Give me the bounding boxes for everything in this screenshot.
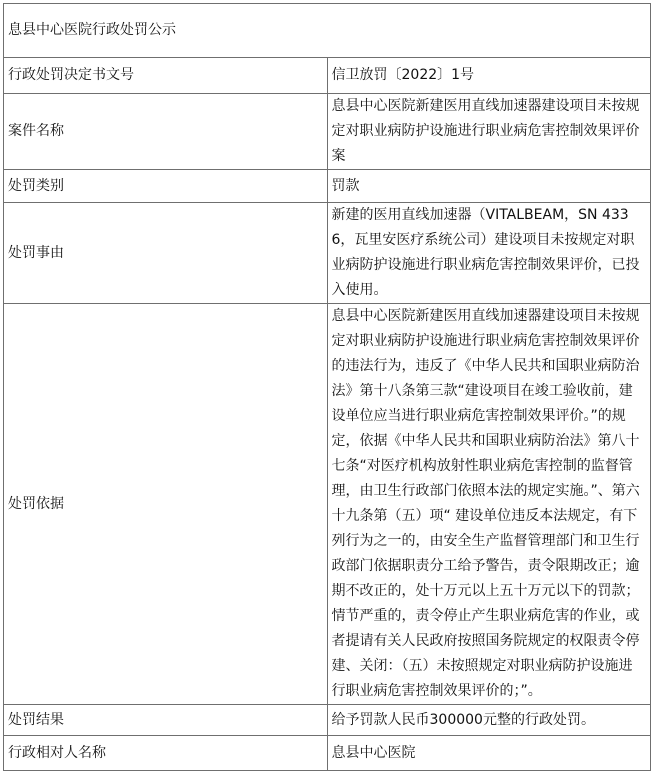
value-penalty-basis: 息县中心医院新建医用直线加速器建设项目未按规定对职业病防护设施进行职业病危害控制效果评价的违法行为，违反了《中华人民共和国职业病防治法》第十八条第三款“建设项目在竣工验收前，建设单位应当进行职业病危害控制效果评价。”的规定，依据《中华人民共和国职业病防治法》第八十七条“对医疗机构放射性职业病危害控制的监督管理，由卫生行政部门依照本法的规定实施。”、第六十九条第（五）项“ 建设单位违反本法规定，有下列行为之一的，由安全生产监督管理部门和卫生行政部门依据职责分工给予警告，责令限期改正；逾期不改正的，处十万元以上五十万元以下的罚款；情节严重的，责令停止产生职业病危害的作业，或者提请有关人民政府按照国务院规定的权限责令停建、关闭：（五）未按照规定对职业病防护设施进行职业病危害控制效果评价的；”。: [327, 304, 651, 705]
label-penalty-reason: 处罚事由: [4, 203, 328, 304]
table-row-penalty-result: [4, 705, 651, 736]
label-counterparty: 行政相对人名称: [4, 736, 328, 771]
value-case-name: 息县中心医院新建医用直线加速器建设项目未按规定对职业病防护设施进行职业病危害控制效果评价案: [327, 94, 651, 170]
label-case-name: 案件名称: [4, 94, 328, 170]
value-counterparty: 息县中心医院: [327, 736, 651, 771]
table-row-counterparty: [4, 736, 651, 771]
value-penalty-type: 罚款: [327, 170, 651, 203]
table-row-case-name: [4, 94, 651, 170]
table-row-penalty-type: [4, 170, 651, 203]
label-decision-number: 行政处罚决定书文号: [4, 58, 328, 94]
table-row-penalty-basis: [4, 304, 651, 705]
penalty-notice-table: [3, 3, 651, 771]
label-penalty-basis: 处罚依据: [4, 304, 328, 705]
title-row: [4, 4, 651, 58]
notice-title: 息县中心医院行政处罚公示: [4, 4, 651, 58]
label-penalty-result: 处罚结果: [4, 705, 328, 736]
label-penalty-type: 处罚类别: [4, 170, 328, 203]
table-row-decision-number: [4, 58, 651, 94]
value-penalty-result: 给予罚款人民币300000元整的行政处罚。: [327, 705, 651, 736]
value-decision-number: 信卫放罚〔2022〕1号: [327, 58, 651, 94]
value-penalty-reason: 新建的医用直线加速器（VITALBEAM，SN 4336，瓦里安医疗系统公司）建设项目未按规定对职业病防护设施进行职业病危害控制效果评价，已投入使用。: [327, 203, 651, 304]
penalty-notice-document: [0, 3, 654, 761]
table-row-penalty-reason: [4, 203, 651, 304]
